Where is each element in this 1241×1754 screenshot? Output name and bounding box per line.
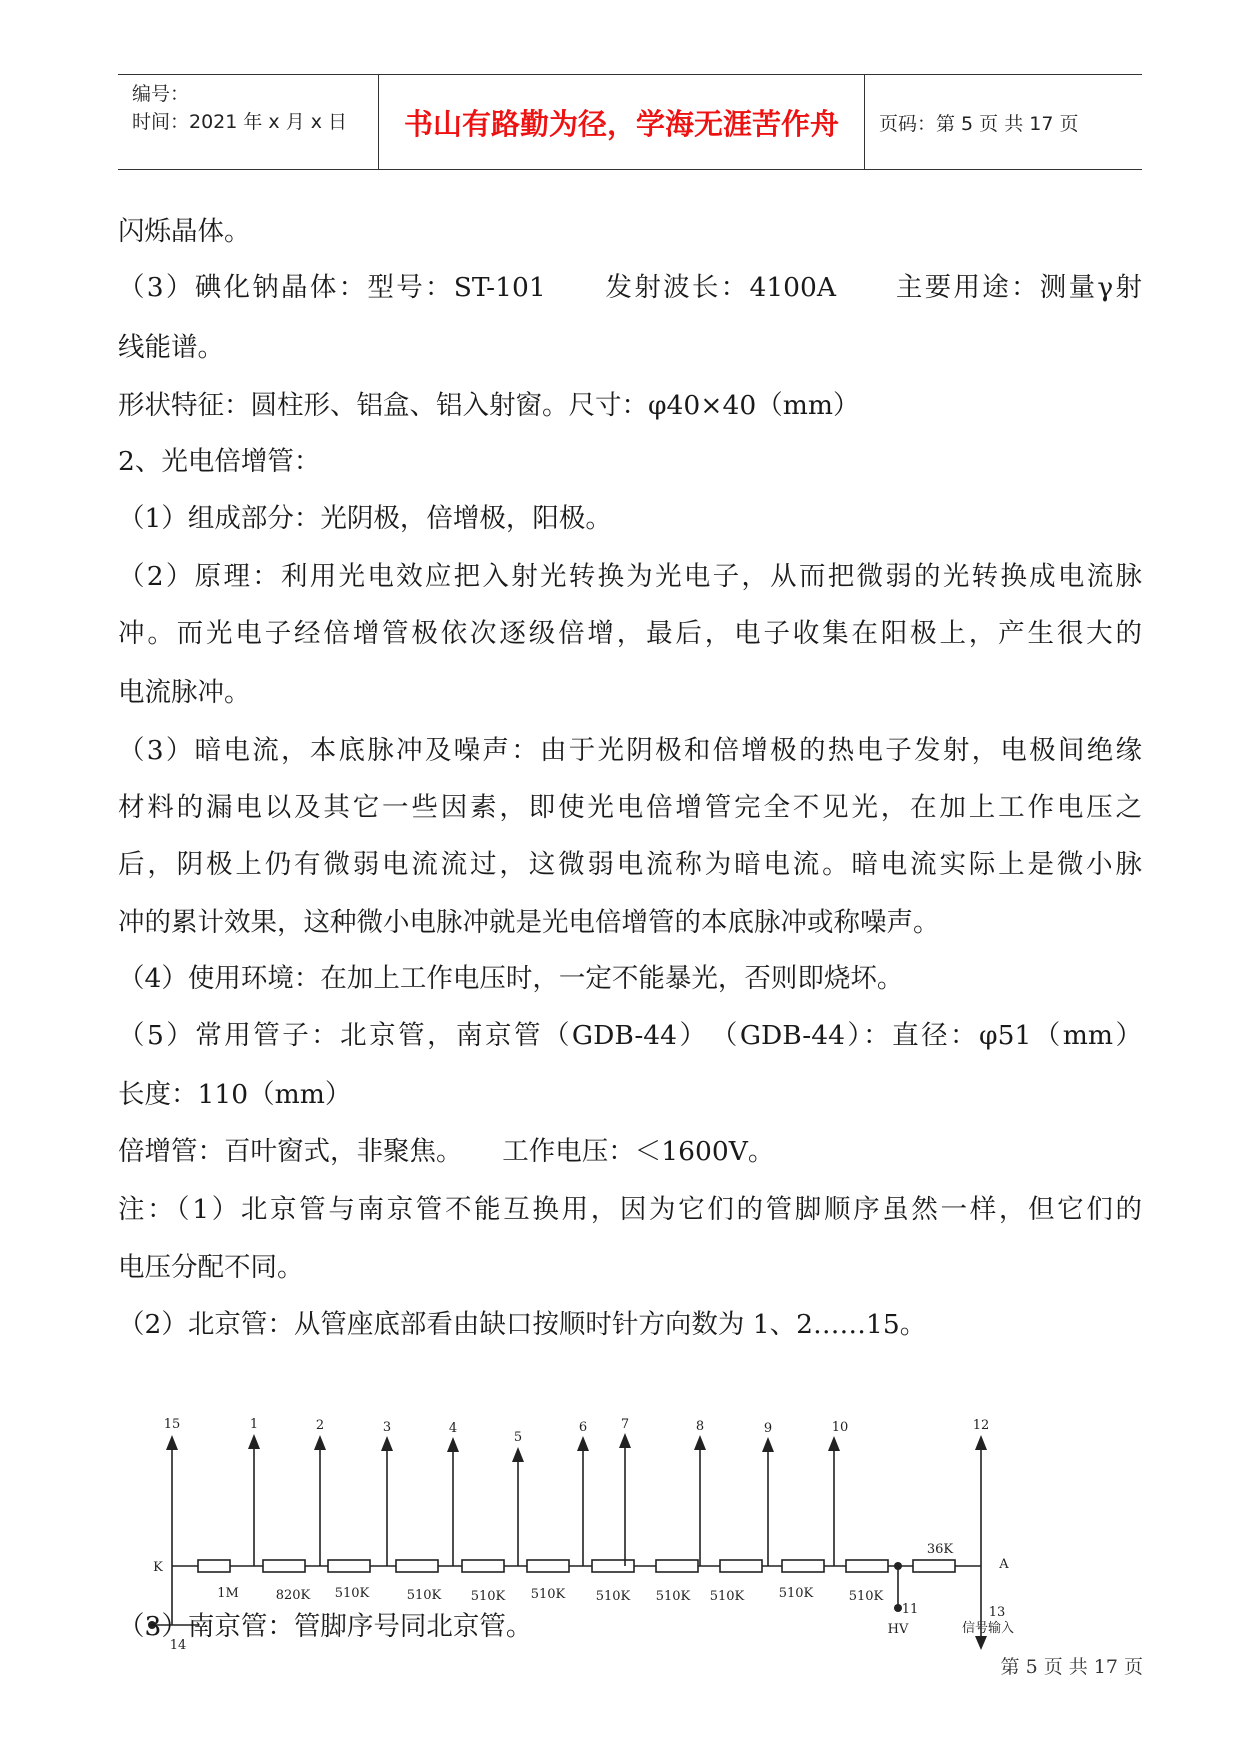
pin-14-label: 14 <box>169 1638 187 1653</box>
page-footer: 第 5 页 共 17 页 <box>1000 1656 1143 1678</box>
text-line: （1）组成部分：光阴极，倍增极，阳极。 <box>118 503 612 534</box>
pin-label: 15 <box>163 1417 181 1432</box>
text-line: （3）碘化钠晶体：型号：ST-101 发射波长：4100A 主要用途：测量γ射 <box>118 272 1142 303</box>
text-line: 材料的漏电以及其它一些因素，即使光电倍增管完全不见光，在加上工作电压之 <box>118 792 1142 823</box>
resistor-label: 510K <box>470 1589 506 1604</box>
resistor-label: 510K <box>848 1589 884 1604</box>
resistor-label: 510K <box>709 1589 745 1604</box>
resistor-label: 510K <box>655 1589 691 1604</box>
pin-label: 10 <box>831 1420 849 1435</box>
text-line: 电压分配不同。 <box>118 1252 304 1283</box>
code-label: 编号： <box>132 83 190 105</box>
text-line: 形状特征：圆柱形、铝盒、铝入射窗。尺寸：φ40×40（mm） <box>118 390 860 421</box>
text-line: 后，阴极上仍有微弱电流流过，这微弱电流称为暗电流。暗电流实际上是微小脉 <box>118 849 1142 880</box>
resistor-label: 820K <box>275 1588 311 1603</box>
resistor-label: 510K <box>334 1586 370 1601</box>
signal-label: 信号输入 <box>961 1621 1015 1636</box>
text-line: （4）使用环境：在加上工作电压时，一定不能暴光，否则即烧坏。 <box>118 963 904 994</box>
text-line: （3）南京管：管脚序号同北京管。 <box>118 1611 533 1642</box>
resistor-label-36k: 36K <box>926 1542 954 1557</box>
text-line: （2）北京管：从管座底部看由缺口按顺时针方向数为 1、2……15。 <box>118 1309 927 1340</box>
page-info: 页码：第 5 页 共 17 页 <box>879 113 1079 135</box>
pin-label: 5 <box>513 1430 523 1445</box>
pin-label: 8 <box>695 1419 705 1434</box>
time-label: 时间：2021 年 x 月 x 日 <box>132 111 348 133</box>
text-line: 2、光电倍增管： <box>118 446 321 477</box>
pin-label: 6 <box>578 1420 588 1435</box>
text-line: （3）暗电流，本底脉冲及噪声：由于光阴极和倍增极的热电子发射，电极间绝缘 <box>118 735 1142 766</box>
pin-label: 4 <box>448 1421 458 1436</box>
signal-pin-label: 13 <box>988 1605 1006 1620</box>
resistor-label: 510K <box>406 1588 442 1603</box>
text-line: 长度：110（mm） <box>118 1079 352 1110</box>
hv-pin-label: 11 <box>901 1602 919 1617</box>
motto: 书山有路勤为径，学海无涯苦作舟 <box>403 107 839 141</box>
text-line: 冲的累计效果，这种微小电脉冲就是光电倍增管的本底脉冲或称噪声。 <box>118 907 940 938</box>
pin-label: 7 <box>620 1417 630 1432</box>
text-line: 线能谱。 <box>118 332 224 363</box>
pin-label: 9 <box>763 1421 773 1436</box>
text-line: 注：（1）北京管与南京管不能互换用，因为它们的管脚顺序虽然一样，但它们的 <box>118 1194 1142 1225</box>
anode-label: A <box>999 1557 1009 1572</box>
text-line: 倍增管：百叶窗式，非聚焦。 工作电压：＜1600V。 <box>118 1136 775 1167</box>
resistor-label: 510K <box>595 1589 631 1604</box>
text-line: 闪烁晶体。 <box>118 216 251 247</box>
pin-label: 3 <box>382 1420 392 1435</box>
pin-label: 1 <box>249 1417 259 1432</box>
resistor-label: 510K <box>778 1586 814 1601</box>
cathode-label: K <box>153 1560 163 1575</box>
text-line: （2）原理：利用光电效应把入射光转换为光电子，从而把微弱的光转换成电流脉 <box>118 561 1142 592</box>
pin-label: 2 <box>315 1418 325 1433</box>
text-line: 电流脉冲。 <box>118 677 251 708</box>
text-line: 冲。而光电子经倍增管极依次逐级倍增，最后，电子收集在阳极上，产生很大的 <box>118 618 1142 649</box>
hv-label: HV <box>887 1622 909 1637</box>
text-line: （5）常用管子：北京管，南京管（GDB-44） （GDB-44）：直径：φ51（mm） <box>118 1020 1142 1051</box>
resistor-label: 1M <box>217 1586 239 1601</box>
pin-label: 12 <box>972 1418 990 1433</box>
resistor-label: 510K <box>530 1587 566 1602</box>
